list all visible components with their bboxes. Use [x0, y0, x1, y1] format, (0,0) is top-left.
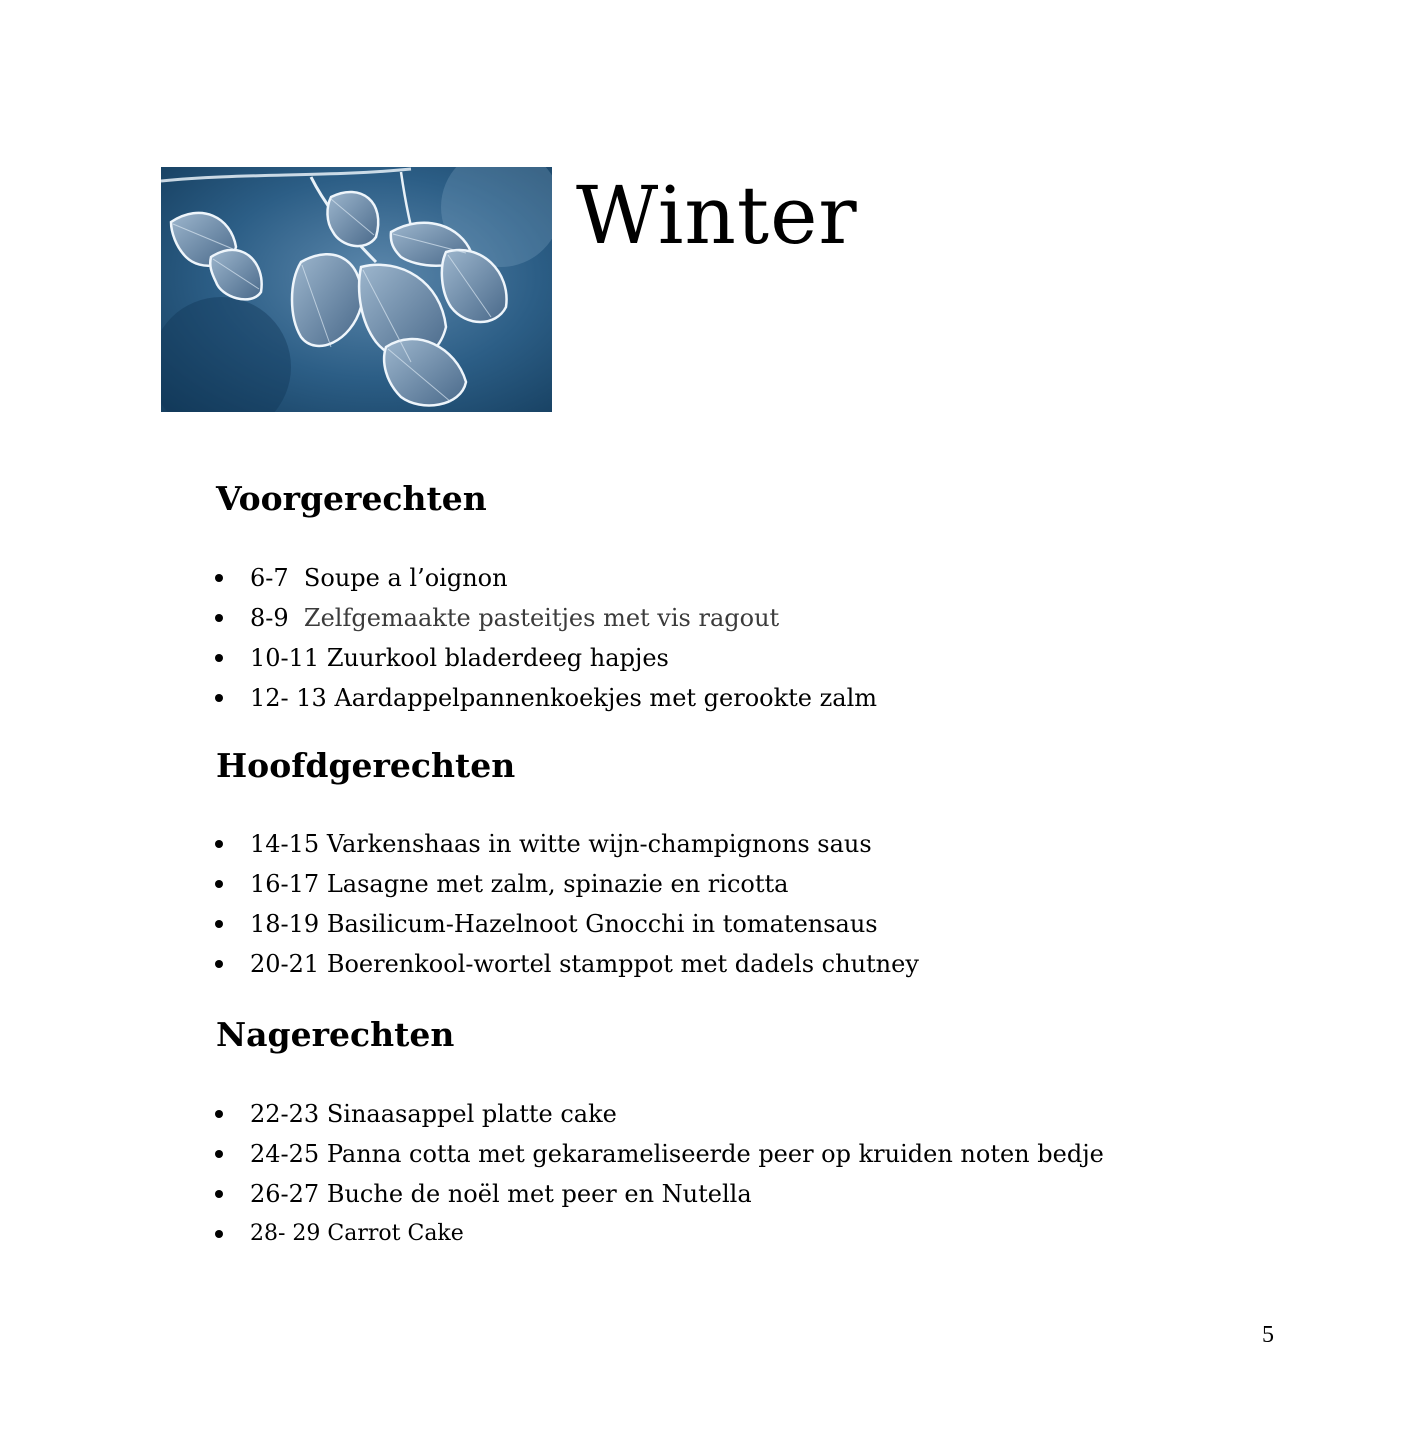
recipe-name: Buche de noël met peer en Nutella — [326, 1180, 752, 1208]
page-range: 18-19 — [250, 910, 320, 938]
bullet-icon — [215, 920, 223, 928]
bullet-icon — [215, 654, 223, 662]
list-item — [212, 558, 877, 598]
recipe-name: Sinaasappel platte cake — [326, 1100, 617, 1128]
recipe-name: Boerenkool-wortel stamppot met dadels chutney — [326, 950, 919, 978]
recipe-name: Panna cotta met gekarameliseerde peer op kruiden noten bedje — [326, 1140, 1104, 1168]
recipe-name: Zuurkool bladerdeeg hapjes — [326, 644, 669, 672]
bullet-icon — [215, 694, 223, 702]
page-number: 5 — [1262, 1322, 1274, 1348]
recipe-name: Varkenshaas in witte wijn-champignons saus — [326, 830, 872, 858]
bullet-icon — [215, 1190, 223, 1198]
page-range: 6-7 — [250, 564, 289, 592]
recipe-name: Carrot Cake — [327, 1221, 464, 1246]
bullet-icon — [215, 1150, 223, 1158]
list-item — [212, 904, 919, 944]
list-item — [212, 864, 919, 904]
page-range: 8-9 — [250, 604, 289, 632]
page-range: 26-27 — [250, 1180, 320, 1208]
recipe-name: Soupe a l’oignon — [303, 564, 508, 592]
page-range: 12- 13 — [250, 684, 327, 712]
recipe-name: Zelfgemaakte pasteitjes met vis ragout — [303, 604, 780, 632]
list-item — [212, 1134, 1104, 1174]
list-item — [212, 638, 877, 678]
page-range: 14-15 — [250, 830, 320, 858]
frosted-leaves-image — [161, 167, 552, 412]
page-range: 22-23 — [250, 1100, 320, 1128]
section-heading-nagerechten: Nagerechten — [216, 1015, 455, 1054]
recipe-name: Lasagne met zalm, spinazie en ricotta — [326, 870, 789, 898]
bullet-icon — [215, 1230, 223, 1238]
recipe-list-voorgerechten — [212, 558, 877, 718]
list-item — [212, 944, 919, 984]
bullet-icon — [215, 880, 223, 888]
list-item — [212, 678, 877, 718]
bullet-icon — [215, 960, 223, 968]
list-item — [212, 1214, 1104, 1254]
bullet-icon — [215, 614, 223, 622]
recipe-list-nagerechten — [212, 1094, 1104, 1254]
section-heading-voorgerechten: Voorgerechten — [216, 479, 487, 518]
list-item — [212, 1094, 1104, 1134]
page-range: 20-21 — [250, 950, 320, 978]
page-range: 16-17 — [250, 870, 320, 898]
recipe-name: Basilicum-Hazelnoot Gnocchi in tomatensaus — [326, 910, 878, 938]
page-title: Winter — [576, 169, 858, 262]
bullet-icon — [215, 1110, 223, 1118]
list-item — [212, 598, 877, 638]
bullet-icon — [215, 840, 223, 848]
section-heading-hoofdgerechten: Hoofdgerechten — [216, 746, 516, 785]
list-item — [212, 1174, 1104, 1214]
list-item — [212, 824, 919, 864]
recipe-list-hoofdgerechten — [212, 824, 919, 984]
page-range: 10-11 — [250, 644, 320, 672]
recipe-name: Aardappelpannenkoekjes met gerookte zalm — [334, 684, 878, 712]
page-range: 28- 29 — [250, 1221, 321, 1246]
page-range: 24-25 — [250, 1140, 320, 1168]
bullet-icon — [215, 574, 223, 582]
